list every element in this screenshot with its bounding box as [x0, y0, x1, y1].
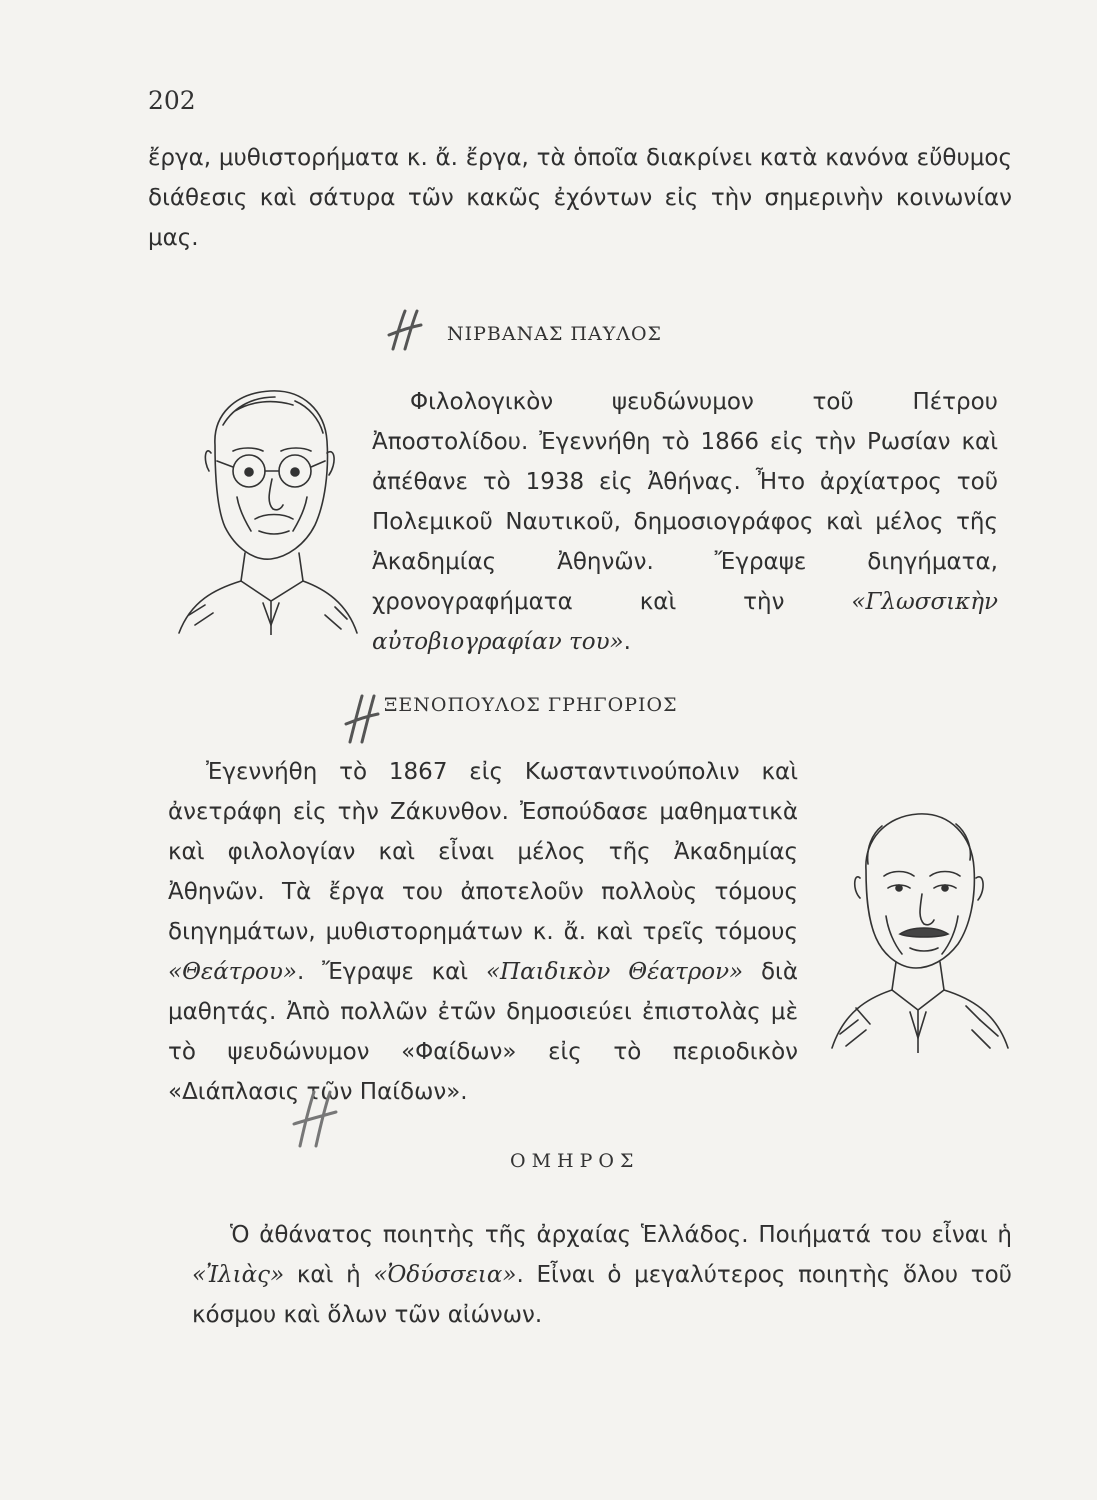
intro-paragraph [148, 138, 1012, 258]
nirvanas-text [372, 382, 998, 662]
xenopoulos-paragraph [168, 752, 798, 1112]
nirvanas-work-title: «Γλωσσικὴν αὐτοβιογραφίαν του» [372, 589, 998, 655]
omiros-text [192, 1215, 1012, 1335]
nirvanas-paragraph [372, 382, 998, 662]
omiros-body-2: καὶ ἡ [284, 1262, 374, 1288]
omiros-body-1: Ὁ ἀθάνατος ποιητὴς τῆς ἀρχαίας Ἑλλάδος. Ποιήματά του εἶναι ἡ [230, 1222, 1012, 1248]
xenopoulos-body-1: Ἐγεννήθη τὸ 1867 εἰς Κωσταντινούπολιν καὶ ἀνετράφη εἰς τὴν Ζάκυνθον. Ἐσπούδασε μαθηματικὰ καὶ φιλολογίαν καὶ εἶναι μέλος τῆς Ἀκαδημίας Ἀθηνῶν. Τὰ ἔργα του ἀποτελοῦν πολλοὺς τόμους διηγημάτων, μυθιστορημάτων κ. ἄ. καὶ τρεῖς τόμους [168, 759, 798, 945]
xenopoulos-work-children-theatre: «Παιδικὸν Θέατρον» [485, 959, 744, 985]
handwritten-check-mark [342, 688, 382, 748]
omiros-paragraph [192, 1215, 1012, 1335]
nirvanas-heading: ΝΙΡΒΑΝΑΣ ΠΑΥΛΟΣ [447, 323, 662, 345]
page-number: 202 [148, 86, 196, 115]
xenopoulos-text [168, 752, 798, 1112]
xenopoulos-body-3: διὰ μαθητάς. Ἀπὸ πολλῶν ἐτῶν δημοσιεύει ἐπιστολὰς μὲ τὸ ψευδώνυμον «Φαίδων» εἰς τὸ περιοδικὸν «Διάπλασις τῶν Παίδων». [168, 959, 799, 1105]
xenopoulos-work-theatre: «Θεάτρου» [168, 959, 297, 985]
xenopoulos-body-2: . Ἔγραψε καὶ [296, 959, 486, 985]
handwritten-check-mark [290, 1082, 340, 1152]
omiros-heading: ΟΜΗΡΟΣ [510, 1150, 640, 1172]
omiros-work-odyssey: «Ὀδύσσεια» [373, 1262, 517, 1288]
handwritten-check-mark [385, 305, 425, 355]
xenopoulos-heading: ΞΕΝΟΠΟΥΛΟΣ ΓΡΗΓΟΡΙΟΣ [384, 694, 678, 716]
nirvanas-body: Φιλολογικὸν ψευδώνυμον τοῦ Πέτρου Ἀποστολίδου. Ἐγεννήθη τὸ 1866 εἰς τὴν Ρωσίαν καὶ ἀπέθανε τὸ 1938 εἰς Ἀθήνας. Ἦτο ἀρχίατρος τοῦ Πολεμικοῦ Ναυτικοῦ, δημοσιογράφος καὶ μέλος τῆς Ἀκαδημίας Ἀθηνῶν. Ἔγραψε διηγήματα, χρονογραφήματα καὶ τὴν [372, 389, 998, 615]
intro-text: ἔργα, μυθιστορήματα κ. ἄ. ἔργα, τὰ ὁποῖα διακρίνει κατὰ κανόνα εὔθυμος διάθεσις καὶ σάτυρα τῶν κακῶς ἐχόντων εἰς τὴν σημερινὴν κοινωνίαν μας. [148, 145, 1012, 251]
omiros-work-iliad: «Ἰλιὰς» [192, 1262, 285, 1288]
omiros-body-3: . Εἶναι ὁ μεγαλύτερος ποιητὴς ὅλου τοῦ κόσμου καὶ ὅλων τῶν αἰώνων. [192, 1262, 1012, 1328]
nirvanas-portrait [175, 375, 360, 635]
nirvanas-end: . [623, 629, 631, 655]
xenopoulos-portrait [830, 798, 1010, 1053]
